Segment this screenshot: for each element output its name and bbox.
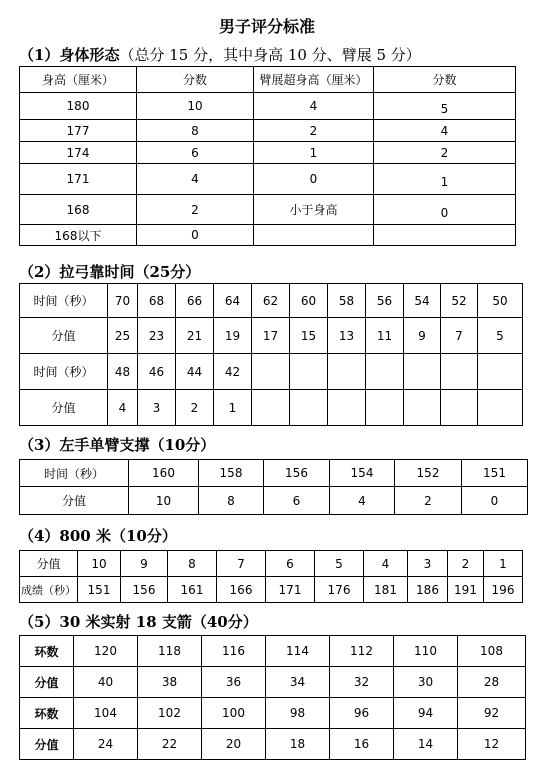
table-cell: 7 (217, 551, 266, 577)
table-cell: 48 (108, 354, 138, 390)
table-cell: 5 (478, 318, 523, 354)
table-cell: 0 (374, 195, 516, 225)
table-cell: 160 (129, 460, 199, 487)
table-cell: 6 (264, 487, 330, 515)
table-cell (252, 354, 290, 390)
table-cell: 176 (315, 577, 364, 603)
table-cell: 7 (441, 318, 478, 354)
table-cell: 40 (74, 667, 138, 698)
table-cell: 4 (137, 164, 254, 195)
table-cell: 5 (374, 93, 516, 120)
table-cell (441, 354, 478, 390)
table-cell: 1 (374, 164, 516, 195)
table-cell: 110 (394, 636, 458, 667)
table-cell (328, 390, 366, 426)
table-cell (254, 225, 374, 246)
table-cell: 62 (252, 284, 290, 318)
table-cell: 4 (374, 120, 516, 142)
table-cell: 118 (138, 636, 202, 667)
bow-hold-time-table (19, 283, 523, 426)
table-cell: 11 (366, 318, 404, 354)
table-cell: 58 (328, 284, 366, 318)
table-cell: 2 (254, 120, 374, 142)
table-cell: 1 (484, 551, 523, 577)
table-row (20, 120, 516, 142)
table-cell: 191 (448, 577, 484, 603)
table-cell: 171 (266, 577, 315, 603)
section-4-heading: （4）800 米（10分） (19, 527, 177, 545)
table-cell (404, 354, 441, 390)
table-cell: 8 (168, 551, 217, 577)
section-1-note: （总分 15 分，其中身高 10 分、臂展 5 分） (119, 46, 421, 64)
section-1-heading (19, 44, 421, 65)
table-cell: 38 (138, 667, 202, 698)
page-title: 男子评分标准 (218, 17, 315, 36)
table-cell: 66 (176, 284, 214, 318)
table-cell (374, 225, 516, 246)
table-cell: 10 (78, 551, 121, 577)
body-shape-table (19, 66, 516, 246)
table-row (20, 487, 528, 515)
table-cell: 6 (266, 551, 315, 577)
table-row (20, 284, 523, 318)
table-cell: 1 (214, 390, 252, 426)
table-cell: 14 (394, 729, 458, 760)
table-cell: 时间（秒） (20, 284, 108, 318)
table-cell: 12 (458, 729, 526, 760)
table-cell: 102 (138, 698, 202, 729)
table-row (20, 390, 523, 426)
table-cell: 112 (330, 636, 394, 667)
table-cell: 28 (458, 667, 526, 698)
table-cell: 分值 (20, 487, 129, 515)
table-cell: 151 (462, 460, 528, 487)
table-cell: 30 (394, 667, 458, 698)
table-cell: 8 (199, 487, 264, 515)
archery-score-table (19, 635, 526, 760)
table-cell: 52 (441, 284, 478, 318)
table-row (20, 142, 516, 164)
table-cell (366, 354, 404, 390)
table-cell: 17 (252, 318, 290, 354)
table-cell: 23 (138, 318, 176, 354)
table-cell: 64 (214, 284, 252, 318)
table-cell: 70 (108, 284, 138, 318)
table-row (20, 729, 526, 760)
table-cell (366, 390, 404, 426)
table-cell: 42 (214, 354, 252, 390)
table-cell: 166 (217, 577, 266, 603)
table-cell: 0 (462, 487, 528, 515)
table-row (20, 195, 516, 225)
table-cell: 19 (214, 318, 252, 354)
table-row (20, 354, 523, 390)
single-arm-support-table (19, 459, 528, 515)
table-cell: 154 (330, 460, 395, 487)
table-cell: 3 (408, 551, 448, 577)
table-header-row (20, 67, 516, 93)
table-cell: 环数 (20, 698, 74, 729)
table-cell: 小于身高 (254, 195, 374, 225)
table-cell: 50 (478, 284, 523, 318)
table-cell: 177 (20, 120, 137, 142)
table-cell: 3 (138, 390, 176, 426)
table-cell: 158 (199, 460, 264, 487)
table-row (20, 636, 526, 667)
table-cell (478, 354, 523, 390)
table-cell: 2 (137, 195, 254, 225)
table-cell: 181 (364, 577, 408, 603)
header-cell: 分数 (374, 67, 516, 93)
table-cell: 174 (20, 142, 137, 164)
table-cell: 54 (404, 284, 441, 318)
table-cell: 114 (266, 636, 330, 667)
table-cell: 60 (290, 284, 328, 318)
table-cell: 6 (137, 142, 254, 164)
table-cell: 18 (266, 729, 330, 760)
table-cell: 32 (330, 667, 394, 698)
table-cell: 186 (408, 577, 448, 603)
table-cell: 94 (394, 698, 458, 729)
table-cell: 98 (266, 698, 330, 729)
table-cell: 0 (137, 225, 254, 246)
table-cell: 36 (202, 667, 266, 698)
table-row (20, 667, 526, 698)
table-cell: 22 (138, 729, 202, 760)
table-cell: 4 (254, 93, 374, 120)
table-cell: 16 (330, 729, 394, 760)
table-cell: 168 (20, 195, 137, 225)
table-cell: 116 (202, 636, 266, 667)
table-row (20, 577, 523, 603)
section-5-heading: （5）30 米实射 18 支箭（40分） (19, 613, 258, 631)
table-cell: 环数 (20, 636, 74, 667)
table-cell: 196 (484, 577, 523, 603)
table-row (20, 318, 523, 354)
table-cell: 2 (448, 551, 484, 577)
header-cell: 身高（厘米） (20, 67, 137, 93)
table-cell (478, 390, 523, 426)
table-cell: 96 (330, 698, 394, 729)
table-cell: 120 (74, 636, 138, 667)
table-cell (290, 390, 328, 426)
table-cell: 2 (395, 487, 462, 515)
table-cell: 5 (315, 551, 364, 577)
table-cell: 1 (254, 142, 374, 164)
table-cell: 4 (364, 551, 408, 577)
table-cell: 2 (374, 142, 516, 164)
table-cell: 44 (176, 354, 214, 390)
table-cell: 分值 (20, 729, 74, 760)
table-cell: 151 (78, 577, 121, 603)
table-cell: 0 (254, 164, 374, 195)
table-cell: 100 (202, 698, 266, 729)
table-cell: 56 (366, 284, 404, 318)
header-cell: 臂展超身高（厘米） (254, 67, 374, 93)
table-cell (290, 354, 328, 390)
table-cell: 8 (137, 120, 254, 142)
header-cell: 分数 (137, 67, 254, 93)
table-cell: 15 (290, 318, 328, 354)
table-cell: 25 (108, 318, 138, 354)
table-cell: 10 (129, 487, 199, 515)
table-cell: 4 (330, 487, 395, 515)
table-cell: 时间（秒） (20, 354, 108, 390)
table-cell: 180 (20, 93, 137, 120)
table-cell: 152 (395, 460, 462, 487)
table-cell: 68 (138, 284, 176, 318)
table-cell: 时间（秒） (20, 460, 129, 487)
table-cell: 13 (328, 318, 366, 354)
table-row (20, 460, 528, 487)
table-cell (328, 354, 366, 390)
table-cell: 分值 (20, 667, 74, 698)
table-row (20, 93, 516, 120)
table-cell: 108 (458, 636, 526, 667)
table-cell: 161 (168, 577, 217, 603)
table-cell: 46 (138, 354, 176, 390)
table-cell: 156 (264, 460, 330, 487)
section-3-heading: （3）左手单臂支撑（10分） (19, 436, 216, 454)
table-cell: 21 (176, 318, 214, 354)
table-cell: 171 (20, 164, 137, 195)
table-row (20, 164, 516, 195)
table-cell: 9 (404, 318, 441, 354)
table-row (20, 698, 526, 729)
table-row (20, 225, 516, 246)
table-cell: 168以下 (20, 225, 137, 246)
table-cell (252, 390, 290, 426)
table-cell: 分值 (20, 551, 78, 577)
table-cell: 156 (121, 577, 168, 603)
table-cell: 成绩（秒） (20, 577, 78, 603)
table-cell: 9 (121, 551, 168, 577)
section-1-title: （1）身体形态 (19, 46, 120, 64)
table-cell: 10 (137, 93, 254, 120)
table-cell (441, 390, 478, 426)
section-2-heading: （2）拉弓靠时间（25分） (19, 263, 201, 281)
table-cell: 2 (176, 390, 214, 426)
table-cell: 104 (74, 698, 138, 729)
table-cell: 24 (74, 729, 138, 760)
table-cell: 分值 (20, 390, 108, 426)
800m-run-table (19, 550, 523, 603)
table-cell: 分值 (20, 318, 108, 354)
table-cell: 20 (202, 729, 266, 760)
table-row (20, 551, 523, 577)
table-cell (404, 390, 441, 426)
table-cell: 4 (108, 390, 138, 426)
table-cell: 34 (266, 667, 330, 698)
table-cell: 92 (458, 698, 526, 729)
